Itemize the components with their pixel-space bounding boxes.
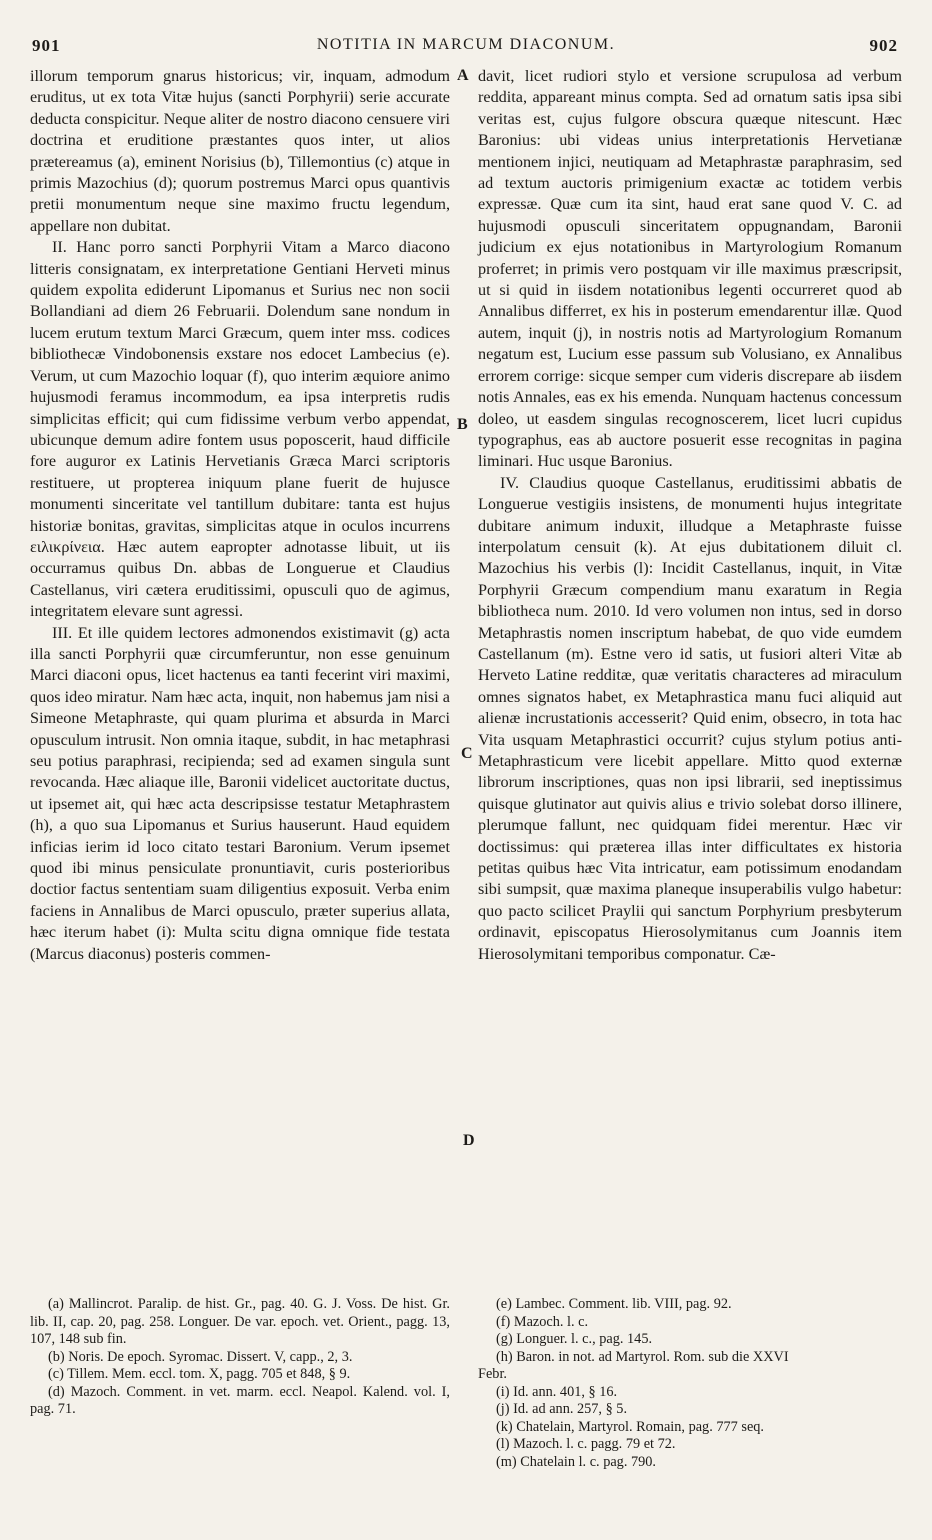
footnote-l: (l) Mazoch. l. c. pagg. 79 et 72. [496,1436,676,1452]
margin-letter-b: B [457,416,468,433]
footnote-b: (b) Noris. De epoch. Syromac. Dissert. V, capp., 2, 3. [48,1348,353,1365]
margin-letter-a: A [457,67,469,84]
footnote-m: (m) Chatelain l. c. pag. 790. [496,1453,657,1470]
footnote-h-tail: Febr. [478,1366,507,1382]
margin-letter-d: D [463,1132,475,1149]
right-column [478,66,902,965]
footnotes-left [30,1296,450,1419]
right-paragraph-2: IV. Claudius quoque Castellanus, eruditissimi abbatis de Longuerue vestigiis insistens, de monumenti hujus integritate dubitare animum induxit, illudque a Metaphraste fuisse interpolatum censuit (k). At ejus dubitationem diluit cl. Mazochius his verbis (l): Incidit Castellanus, inquit, in Vitæ Porphyrii Græcum compendium manu exaratum in Regia bibliotheca num. 2010. Id vero volumen non intus, sed in dorso Metaphrastis nomen inscriptum habebat, de quo vide eumdem Castellanum (m). Estne vero id satis, ut fusiori alteri Vitæ ab Herveto Latine redditæ, quæ veritatis characteres ad miraculum omnes signatos habet, ex Metaphrastica manu fuci aliquid aut alienæ incrustationis accesserit? Quid enim, obsecro, in tota hac Vita usquam Metaphrastici occurrit? cujus stylum potius anti-Metaphrasticum vere licebit appellare. Mitto quod externæ librorum inscriptiones, quas non ipsi librarii, sed ineptissimus quisque glutinator aut quivis alius e trivio solebat dorso illinere, plerumque fallunt, nec quidquam fidei merentur. Hæc vir doctissimus: qui præterea illas inter difficultates ex historia petitas quibus hæc Vita intricatur, eam potissimum enodandam sibi sumpsit, quæ maxima planeque insuperabilis vulgo habetur: quo pacto scilicet Praylii qui sanctum Porphyrium presbyterum ordinavit, episcopatus Hierosolymitanus cum Joannis item Hierosolymitani temporibus componatur. Cæ- [478,473,902,963]
footnote-h-line: (h) Baron. in not. ad Martyrol. Rom. sub die XXVI [496,1348,789,1365]
footnote-a: (a) Mallincrot. Paralip. de hist. Gr., pag. 40. G. J. Voss. De hist. Gr. lib. II, cap. 20, pag. 258. Longuer. De var. epoch. vet. Orient., pagg. 13, 107, 148 sub fin. [30,1296,450,1347]
footnote-c: (c) Tillem. Mem. eccl. tom. X, pagg. 705 et 848, § 9. [48,1366,351,1382]
page-number-right: 902 [869,36,898,55]
footnote-i: (i) Id. ann. 401, § 16. [496,1383,618,1400]
left-column [30,66,450,965]
margin-letter-c: C [461,745,473,762]
left-paragraph-2: II. Hanc porro sancti Porphyrii Vitam a Marco diacono litteris consignatam, ex interpretatione Gentiani Herveti minus quidem expolita ediderunt Lipomanus et Surius nec non socii Bollandiani ad diem 26 Februarii. Dolendum sane nondum in lucem erutum textum Marci Græcum, quem inter mss. codices bibliothecæ Vindobonensis exstare nos edocet Lambecius (e). Verum, ut cum Mazochio loquar (f), quo interim æquiore animo hujusmodi feramus incommodum, ea ipsa interpretis rudis simplicitas efficit; qui cum fidissime verbum verbo appendat, ubicunque demum adire fontem usus poposcerit, haud difficile fore auguror ex Latinis Hervetianis Græca Marci scriptoris restituere, ut propterea iniquum plane fuerit de hujusce monumenti sinceritate vel tantillum dubitare: tanta est hujus historiæ bonitas, gravitas, simplicitas atque in oculos incurrens ειλικρίνεια. Hæc autem eapropter adnotasse libuit, ut iis occurramus quibus Dn. abbas de Longuerue et Claudius Castellanus, viri cætera eruditissimi, opusculi quo de agimus, integritatem elevare sunt agressi. [30,238,450,621]
running-title: NOTITIA IN MARCUM DIACONUM. [316,36,616,53]
footnote-j: (j) Id. ad ann. 257, § 5. [496,1401,628,1417]
left-paragraph-1: illorum temporum gnarus historicus; vir, inquam, admodum eruditus, ut ex tota Vitæ hujus (sancti Porphyrii) serie accurate deducta conspicitur. Neque aliter de nostro diacono censuere viri doctrina et eruditione præstantes quos inter, ut alios prætereamus (a), eminent Norisius (b), Tillemontius (c) atque in primis Mazochius (d); quorum postremus Marci opus quantivis pretii monumentum neque sine maximo fructu legendum, appellare non dubitat. [30,67,450,235]
footnote-d: (d) Mazoch. Comment. in vet. marm. eccl. Neapol. Kalend. vol. I, pag. 71. [30,1383,450,1417]
footnote-k: (k) Chatelain, Martyrol. Romain, pag. 777 seq. [496,1418,765,1435]
running-header [28,36,904,58]
left-paragraph-3: III. Et ille quidem lectores admonendos existimavit (g) acta illa sancti Porphyrii quæ circumferuntur, non esse genuinum Marci diaconi opus, licet hactenus ea tanti fecerint viri maximi, quos ideo miratur. Nam hæc acta, inquit, non habemus jam nisi a Simeone Metaphraste, qui quam plurima et absurda in Marci opusculum intrusit. Non omnia itaque, subdit, in hac metaphrasi seu potius paraphrasi, recipienda; sed ad examen singula sunt revocanda. Hæc aliaque ille, Baronii videlicet auctoritate ductus, ut ipsemet ait, qui hæc acta descripsisse testatur Metaphrastem (h), a quo sua Lipomanus et Surius hauserunt. Haud equidem inficias ierim id loco citato testari Baronium. Verum ipsemet quod ibi minus pensiculate pronuntiavit, curis posterioribus doctior factus sententiam suam diligentius exposuit. Verba enim faciens in Annalibus de Marci opusculo, præter superius allata, hæc iterum habet (i): Multa scitu digna omnique fide testata (Marcus diaconus) posteris commen- [30,623,450,963]
footnote-h [478,1349,902,1384]
footnote-g: (g) Longuer. l. c., pag. 145. [496,1331,653,1347]
page-number-left: 901 [32,36,61,55]
footnote-f: (f) Mazoch. l. c. [496,1313,589,1330]
footnotes-right [478,1296,902,1471]
right-paragraph-1: davit, licet rudiori stylo et versione scrupulosa ad verbum reddita, appareant minus compta. Sed ad ornatum satis ipsa sibi veritas est, cujus fulgore obscura quæque nitescunt. Hæc Baronius: ubi videas unius interpretationis Hervetianæ mentionem injici, neutiquam ad Metaphrastæ paraphrasim, sed ad textum auctoris primigenium exactæ ac totidem verbis expressæ. Quæ cum ita sint, haud erat sane quod V. C. ad hujusmodi opusculi sinceritatem oppugnandam, Baronii judicium ex ejus notationibus in Martyrologium Romanum proferret; in primis vero postquam vir ille maximus præscripsit, ut si quid in iisdem notationibus legenti occurreret quod ab Annalibus differret, ex his in posterum emendarentur illæ. Quod autem, inquit (j), in nostris notis ad Martyrologium Romanum negatum est, Lucium esse passum sub Volusiano, ex Annalibus errorem corrige: sicque semper cum videris discrepare ab iisdem notis Annales, eas ex his emenda. Nunquam hactenus concessum doleo, ut easdem singulas recognoscerem, licet lucri cupidus typographus, eas ab auctore posuerit esse recognitas in pagina liminari. Huc usque Baronius. [478,67,902,471]
footnote-e: (e) Lambec. Comment. lib. VIII, pag. 92. [496,1296,732,1312]
